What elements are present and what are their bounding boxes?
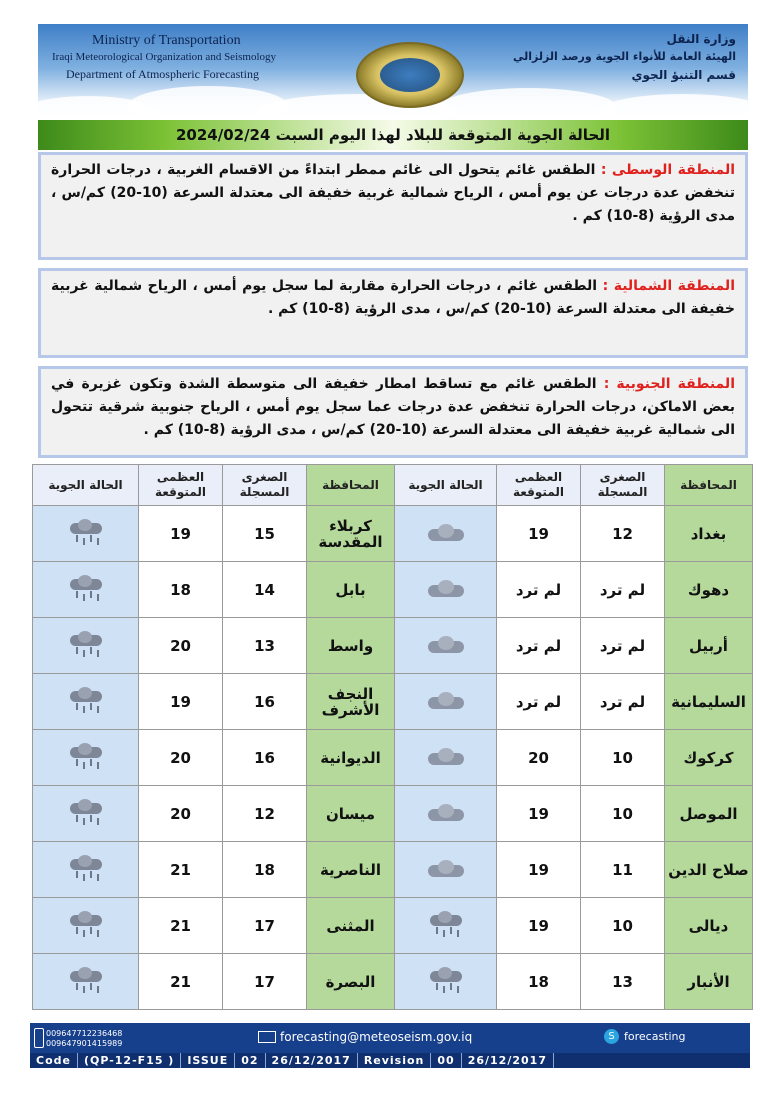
weather-cell [33, 898, 139, 954]
governorate-cell: ديالى [665, 898, 753, 954]
code-label: Code [30, 1053, 78, 1068]
cloud-icon [424, 579, 468, 601]
table-row [33, 674, 753, 730]
min-temp-cell: 10 [581, 786, 665, 842]
min-temp-cell: 15 [223, 506, 307, 562]
header-arabic [513, 30, 736, 84]
governorate-cell: الموصل [665, 786, 753, 842]
governorate-cell: بغداد [665, 506, 753, 562]
cloud-icon [424, 523, 468, 545]
governorate-cell: أربيل [665, 618, 753, 674]
department-name-en: Department of Atmospheric Forecasting [66, 67, 259, 81]
cloud-icon [424, 803, 468, 825]
organization-name-en: Iraqi Meteorological Organization and Seismology [52, 51, 277, 63]
min-temp-cell: لم ترد [581, 562, 665, 618]
governorate-cell: النجف الأشرف [307, 674, 395, 730]
rain-cloud-icon [66, 855, 106, 885]
weather-cell [395, 730, 497, 786]
table-header-row [33, 465, 753, 506]
col-min: الصغرى المسجلة [223, 465, 307, 506]
weather-cell [395, 506, 497, 562]
weather-cell [33, 618, 139, 674]
min-temp-cell: 16 [223, 674, 307, 730]
weather-cell [33, 842, 139, 898]
region-central [38, 152, 748, 260]
weather-cell [395, 842, 497, 898]
weather-cell [33, 674, 139, 730]
revision-date: 26/12/2017 [462, 1053, 554, 1068]
col-governorate: المحافظة [665, 465, 753, 506]
min-temp-cell: 10 [581, 730, 665, 786]
max-temp-cell: 19 [497, 898, 581, 954]
max-temp-cell: 18 [139, 562, 223, 618]
table-row [33, 618, 753, 674]
governorate-cell: واسط [307, 618, 395, 674]
skype-handle[interactable]: forecasting [624, 1030, 686, 1043]
skype-icon: S [604, 1029, 619, 1044]
governorate-cell: المثنى [307, 898, 395, 954]
min-temp-cell: 12 [581, 506, 665, 562]
cloud-icon [424, 859, 468, 881]
document-control-bar [30, 1053, 750, 1068]
mail-icon [258, 1031, 276, 1043]
region-name: المنطقة الوسطى : [600, 162, 735, 178]
revision-number: 00 [431, 1053, 461, 1068]
footer [30, 1023, 750, 1068]
max-temp-cell: 20 [497, 730, 581, 786]
max-temp-cell: لم ترد [497, 618, 581, 674]
governorate-cell: بابل [307, 562, 395, 618]
issue-number: 02 [235, 1053, 265, 1068]
weather-cell [395, 674, 497, 730]
page-title: الحالة الجوية المتوقعة للبلاد لهذا اليوم السبت 2024/02/24 [38, 120, 748, 150]
revision-label: Revision [358, 1053, 432, 1068]
table-row [33, 842, 753, 898]
min-temp-cell: 10 [581, 898, 665, 954]
min-temp-cell: 12 [223, 786, 307, 842]
governorate-cell: كركوك [665, 730, 753, 786]
region-text: الطقس غائم يتحول الى غائم ممطر ابتداءً من الاقسام الغربية ، درجات الحرارة تنخفض عدة درجات عن يوم أمس ، الرياح شمالية غربية خفيفة الى معتدلة السرعة (10-20) كم/س ، مدى الرؤية (8-10) كم . [51, 162, 735, 224]
cloud-icon [424, 747, 468, 769]
organization-logo [356, 42, 464, 108]
cloud-icon [424, 635, 468, 657]
cloud-icon [424, 691, 468, 713]
header-banner [38, 24, 748, 122]
min-temp-cell: 13 [581, 954, 665, 1010]
weather-cell [395, 562, 497, 618]
max-temp-cell: 20 [139, 730, 223, 786]
col-min: الصغرى المسجلة [581, 465, 665, 506]
min-temp-cell: لم ترد [581, 618, 665, 674]
rain-cloud-icon [66, 575, 106, 605]
table-row [33, 506, 753, 562]
max-temp-cell: 21 [139, 842, 223, 898]
governorate-cell: صلاح الدين [665, 842, 753, 898]
region-text: الطقس غائم ، درجات الحرارة مقاربة لما سجل يوم أمس ، الرياح شمالية غربية خفيفة الى معتدلة السرعة (10-20) كم/س ، مدى الرؤية (8-10) كم . [51, 278, 735, 317]
weather-cell [33, 506, 139, 562]
table-row [33, 898, 753, 954]
max-temp-cell: 19 [497, 506, 581, 562]
weather-cell [395, 954, 497, 1010]
max-temp-cell: لم ترد [497, 674, 581, 730]
min-temp-cell: 18 [223, 842, 307, 898]
weather-cell [33, 562, 139, 618]
max-temp-cell: 19 [139, 674, 223, 730]
header-english [52, 32, 276, 83]
ministry-name-ar: وزارة النقل [666, 32, 736, 46]
col-max: العظمى المتوقعة [497, 465, 581, 506]
min-temp-cell: 16 [223, 730, 307, 786]
rain-cloud-icon [66, 799, 106, 829]
col-weather: الحالة الجوية [395, 465, 497, 506]
min-temp-cell: 17 [223, 954, 307, 1010]
issue-label: ISSUE [181, 1053, 235, 1068]
weather-cell [33, 786, 139, 842]
max-temp-cell: 21 [139, 954, 223, 1010]
governorate-cell: كربلاء المقدسة [307, 506, 395, 562]
governorate-cell: دهوك [665, 562, 753, 618]
col-max: العظمى المتوقعة [139, 465, 223, 506]
phone-1: 009647712236468 [46, 1029, 123, 1038]
table-row [33, 562, 753, 618]
rain-cloud-icon [66, 743, 106, 773]
table-row [33, 954, 753, 1010]
min-temp-cell: لم ترد [581, 674, 665, 730]
phone-2: 009647901415989 [46, 1039, 123, 1048]
max-temp-cell: 20 [139, 618, 223, 674]
ministry-name-en: Ministry of Transportation [92, 33, 241, 48]
forecast-document [30, 20, 750, 1080]
governorate-cell: ميسان [307, 786, 395, 842]
min-temp-cell: 17 [223, 898, 307, 954]
rain-cloud-icon [66, 967, 106, 997]
region-name: المنطقة الشمالية : [602, 278, 735, 294]
weather-cell [395, 618, 497, 674]
issue-date: 26/12/2017 [266, 1053, 358, 1068]
department-name-ar: قسم التنبؤ الجوي [631, 68, 736, 82]
rain-cloud-icon [66, 519, 106, 549]
table-row [33, 786, 753, 842]
table-row [33, 730, 753, 786]
max-temp-cell: 19 [139, 506, 223, 562]
region-text: الطقس غائم مع تساقط امطار خفيفة الى متوسطة الشدة وتكون غزيرة في بعض الاماكن، درجات الحرارة تنخفض عدة درجات عما سجل يوم أمس ، الرياح جنوبية شرقية تتحول الى شمالية غربية خفيفة الى معتدلة السرعة (10-20) كم/س ، مدى الرؤية (8-10) كم . [51, 376, 735, 438]
weather-cell [33, 730, 139, 786]
weather-cell [33, 954, 139, 1010]
weather-cell [395, 898, 497, 954]
governorate-cell: الديوانية [307, 730, 395, 786]
rain-cloud-icon [426, 967, 466, 997]
max-temp-cell: 20 [139, 786, 223, 842]
code-value: (QP-12-F15 ) [78, 1053, 181, 1068]
email-link[interactable]: forecasting@meteoseism.gov.iq [280, 1030, 473, 1044]
organization-name-ar: الهيئة العامة للأنواء الجوية ورصد الزلزالي [512, 50, 736, 63]
max-temp-cell: 18 [497, 954, 581, 1010]
max-temp-cell: 19 [497, 786, 581, 842]
col-weather: الحالة الجوية [33, 465, 139, 506]
governorate-cell: البصرة [307, 954, 395, 1010]
max-temp-cell: 19 [497, 842, 581, 898]
weather-cell [395, 786, 497, 842]
rain-cloud-icon [66, 911, 106, 941]
min-temp-cell: 11 [581, 842, 665, 898]
rain-cloud-icon [66, 631, 106, 661]
forecast-table [32, 464, 753, 1010]
phone-icon [34, 1028, 44, 1048]
phone-numbers [46, 1029, 122, 1049]
governorate-cell: الناصرية [307, 842, 395, 898]
max-temp-cell: 21 [139, 898, 223, 954]
governorate-cell: الأنبار [665, 954, 753, 1010]
region-south [38, 366, 748, 458]
min-temp-cell: 13 [223, 618, 307, 674]
rain-cloud-icon [426, 911, 466, 941]
max-temp-cell: لم ترد [497, 562, 581, 618]
governorate-cell: السليمانية [665, 674, 753, 730]
col-governorate: المحافظة [307, 465, 395, 506]
rain-cloud-icon [66, 687, 106, 717]
region-name: المنطقة الجنوبية : [603, 376, 735, 392]
min-temp-cell: 14 [223, 562, 307, 618]
region-north [38, 268, 748, 358]
